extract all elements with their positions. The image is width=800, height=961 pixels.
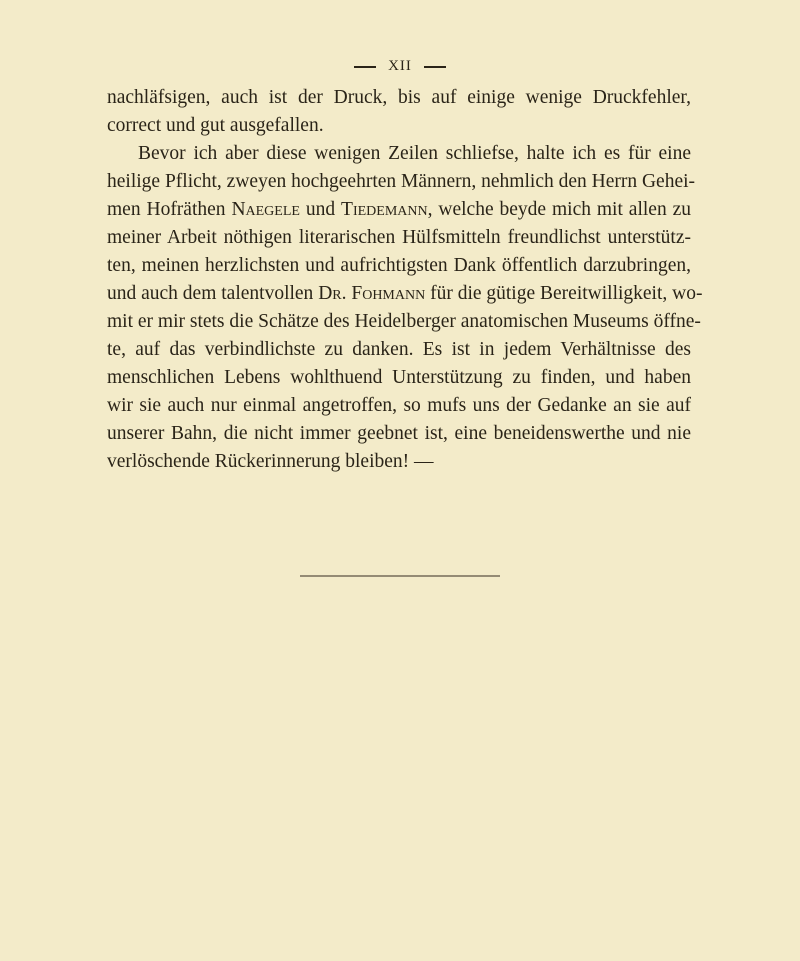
closing-rule: [300, 575, 500, 577]
text-line: meiner Arbeit nöthigen literarischen Hülfsmitteln freundlichst unterstütz-: [107, 227, 691, 248]
text-line: menschlichen Lebens wohlthuend Unterstützung zu finden, und haben: [107, 367, 691, 388]
text-line: unserer Bahn, die nicht immer geebnet ist, eine beneidenswerthe und nie: [107, 423, 691, 444]
body-text: [107, 84, 703, 476]
text-segment: für die gütige Bereitwilligkeit, wo-: [425, 283, 703, 304]
text-line: verlöschende Rückerinnerung bleiben! —: [107, 451, 434, 472]
text-line: heilige Pflicht, zweyen hochgeehrten Männern, nehmlich den Herrn Gehei-: [107, 171, 696, 192]
page-number: [0, 58, 800, 75]
text-line: Bevor ich aber diese wenigen Zeilen schliefse, halte ich es für eine: [138, 143, 691, 164]
text-line: mit er mir stets die Schätze des Heidelberger anatomischen Museums öffne-: [107, 311, 701, 332]
text-segment: men Hofräthen: [107, 199, 232, 220]
text-segment: und auch dem talentvollen: [107, 283, 319, 304]
text-line: [107, 280, 703, 308]
text-line: wir sie auch nur einmal angetroffen, so mufs uns der Gedanke an sie auf: [107, 395, 691, 416]
text-line: ten, meinen herzlichsten und aufrichtigsten Dank öffentlich darzubringen,: [107, 255, 691, 276]
dash-left: [354, 66, 376, 68]
text-segment: , welche beyde mich mit allen zu: [427, 199, 692, 220]
name-small-caps: Dr. Fohmann: [318, 283, 426, 304]
text-segment: und: [299, 199, 342, 220]
dash-right: [424, 66, 446, 68]
text-line: [107, 196, 691, 224]
text-line: correct und gut ausgefallen.: [107, 115, 324, 136]
page-number-text: XII: [388, 58, 412, 74]
text-line: te, auf das verbindlichste zu danken. Es ist in jedem Verhältnisse des: [107, 339, 691, 360]
text-line: nachläfsigen, auch ist der Druck, bis auf einige wenige Druckfehler,: [107, 87, 691, 108]
name-small-caps: Naegele: [231, 199, 300, 220]
name-small-caps: Tiedemann: [341, 199, 428, 220]
